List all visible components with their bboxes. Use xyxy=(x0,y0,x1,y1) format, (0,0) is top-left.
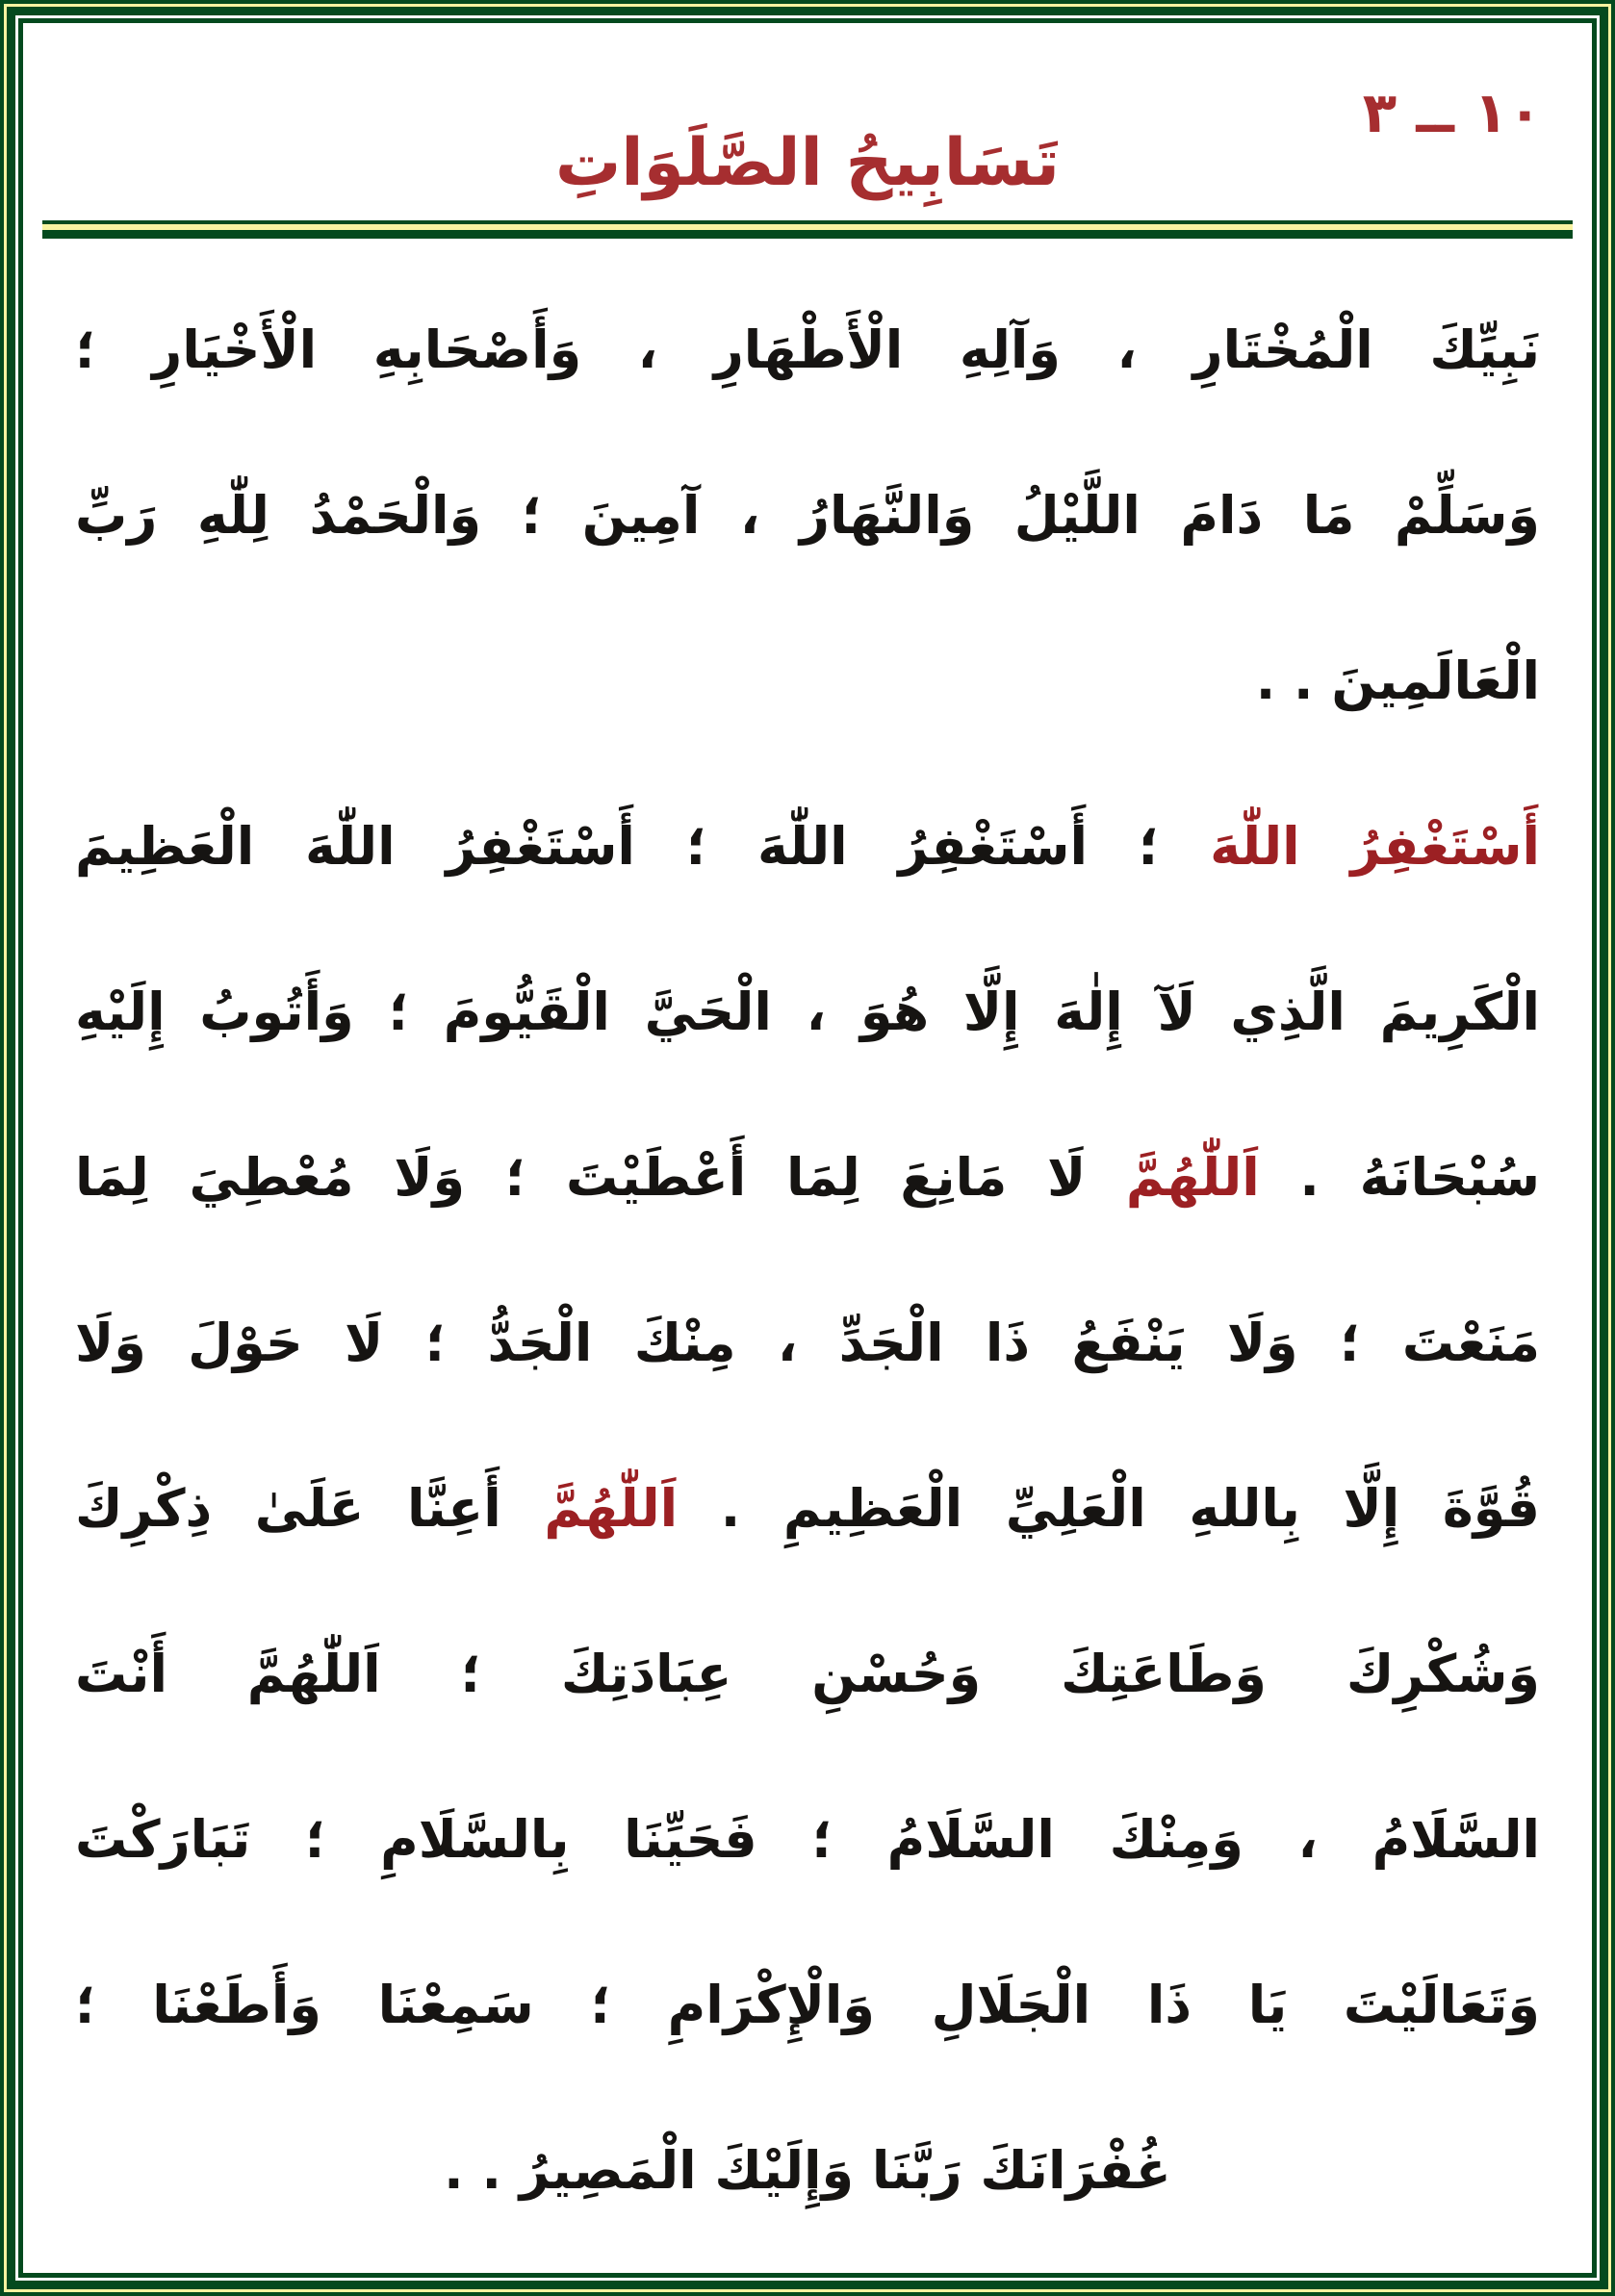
text-line xyxy=(75,930,1540,1095)
text-line xyxy=(75,1757,1540,1923)
text-segment: قُوَّةَ إِلَّا بِاللهِ الْعَلِيِّ الْعَظِيمِ . xyxy=(678,1478,1540,1539)
page-border-band xyxy=(7,7,1608,2289)
page-border-gap xyxy=(15,15,1600,2281)
text-segment: وَتَعَالَيْتَ يَا ذَا الْجَلَالِ وَالْإِكْرَامِ ؛ سَمِعْنَا وَأَطَعْنَا ؛ xyxy=(75,1975,1540,2035)
text-segment: نَبِيِّكَ الْمُخْتَارِ ، وَآلِهِ الْأَطْهَارِ ، وَأَصْحَابِهِ الْأَخْيَارِ ؛ xyxy=(75,319,1540,380)
text-segment: الْعَالَمِينَ . . xyxy=(1255,651,1540,711)
text-segment: الْكَرِيمَ الَّذِي لَآ إِلٰهَ إِلَّا هُوَ ، الْحَيَّ الْقَيُّومَ ؛ وَأَتُوبُ إِلَيْهِ xyxy=(75,982,1540,1042)
text-line xyxy=(75,1426,1540,1592)
emphasis-word: اَللّٰهُمَّ xyxy=(544,1478,679,1539)
text-line xyxy=(75,268,1540,433)
text-line xyxy=(75,1592,1540,1757)
text-segment: وَشُكْرِكَ وَطَاعَتِكَ وَحُسْنِ عِبَادَتِكَ ؛ اَللّٰهُمَّ أَنْتَ xyxy=(75,1644,1540,1704)
text-segment: سُبْحَانَهُ . xyxy=(1259,1147,1541,1208)
page-title: تَسَابِيحُ الصَّلَوَاتِ xyxy=(554,125,1061,202)
text-segment: غُفْرَانَكَ رَبَّنَا وَإِلَيْكَ الْمَصِيرُ . . xyxy=(444,2140,1171,2201)
page-border-yellow-pinstripe xyxy=(4,4,1611,2292)
text-segment: وَسَلِّمْ مَا دَامَ اللَّيْلُ وَالنَّهَارُ ، آمِينَ ؛ وَالْحَمْدُ لِلّٰهِ رَبِّ xyxy=(75,485,1540,546)
page-border-inner xyxy=(18,18,1597,2278)
text-segment: لَا مَانِعَ لِمَا أَعْطَيْتَ ؛ وَلَا مُعْطِيَ لِمَا xyxy=(75,1147,1126,1208)
page-header xyxy=(23,23,1592,220)
text-line xyxy=(75,1261,1540,1426)
text-line xyxy=(75,433,1540,599)
text-line xyxy=(75,1095,1540,1261)
text-line xyxy=(75,764,1540,930)
text-line xyxy=(75,599,1540,764)
emphasis-word: أَسْتَغْفِرُ اللّٰهَ xyxy=(1210,816,1540,877)
header-divider xyxy=(42,220,1573,239)
text-segment: أَعِنَّا عَلَىٰ ذِكْرِكَ xyxy=(75,1478,545,1539)
text-line xyxy=(75,1923,1540,2088)
text-segment: السَّلَامُ ، وَمِنْكَ السَّلَامُ ؛ فَحَيِّنَا بِالسَّلَامِ ؛ تَبَارَكْتَ xyxy=(75,1809,1540,1870)
page-number: ١٠ ــ ٣ xyxy=(1362,80,1542,145)
page-content xyxy=(23,23,1592,2273)
text-line xyxy=(75,2088,1540,2254)
emphasis-word: اَللّٰهُمَّ xyxy=(1125,1147,1260,1208)
prayer-text xyxy=(23,239,1592,2254)
text-segment: ؛ أَسْتَغْفِرُ اللّٰهَ ؛ أَسْتَغْفِرُ اللّٰهَ الْعَظِيمَ xyxy=(75,816,1211,877)
text-segment: مَنَعْتَ ؛ وَلَا يَنْفَعُ ذَا الْجَدِّ ، مِنْكَ الْجَدُّ ؛ لَا حَوْلَ وَلَا xyxy=(75,1313,1540,1373)
